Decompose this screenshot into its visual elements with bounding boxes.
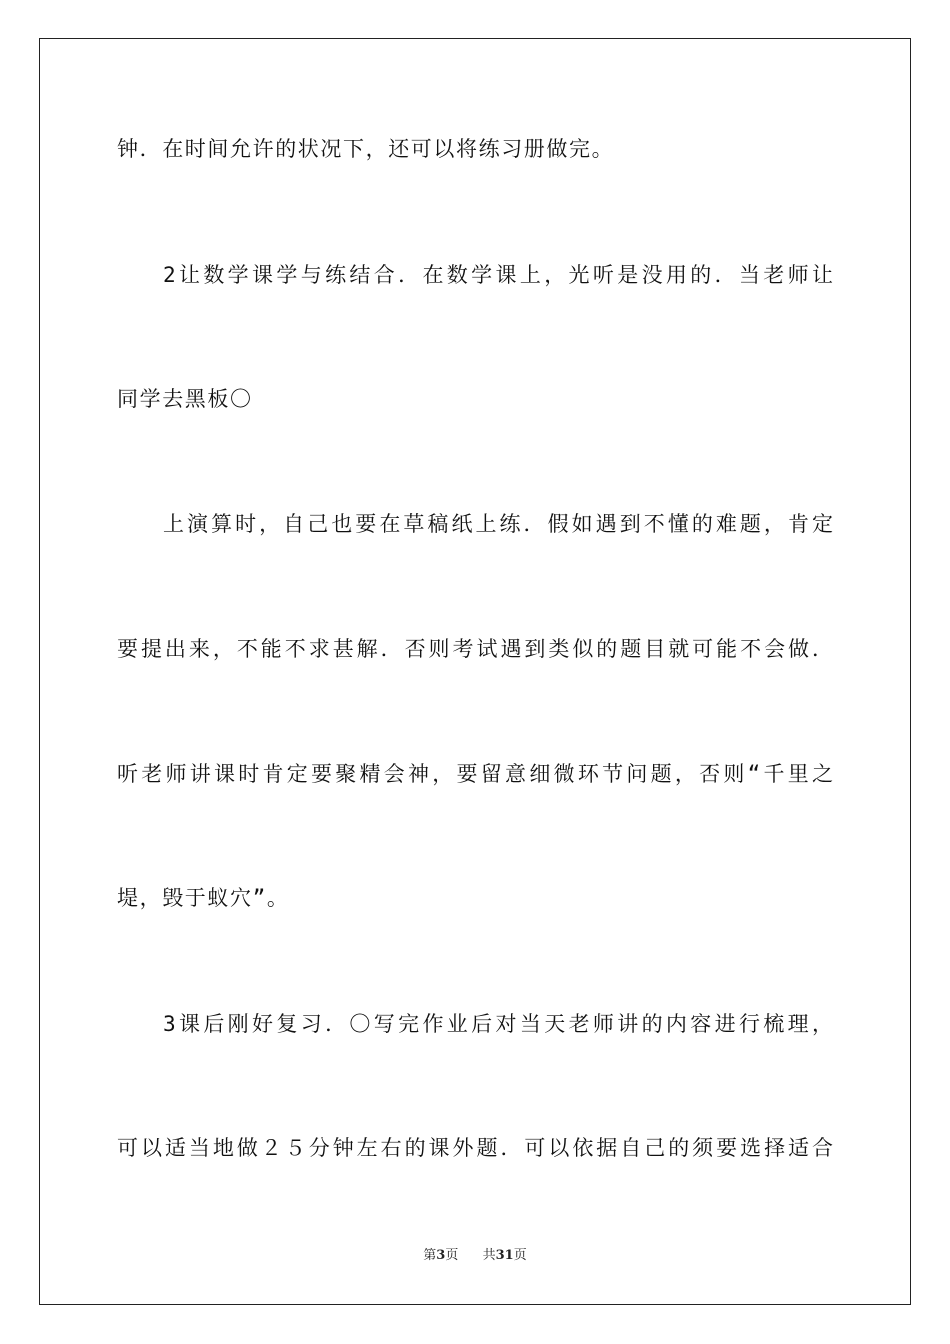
paragraph-line-9: 可以适当地做２５分钟左右的课外题．可以依据自己的须要选择适合 [117, 1136, 833, 1160]
paragraph-line-4: 上演算时，自己也要在草稿纸上练．假如遇到不懂的难题，肯定 [163, 512, 833, 536]
page-label-suffix: 页 [445, 1248, 459, 1263]
paragraph-line-3: 同学去黑板〇 [117, 387, 253, 411]
page-label-prefix: 第 [423, 1248, 437, 1263]
paragraph-line-7: 堤，毁于蚁穴”。 [117, 886, 290, 910]
paragraph-line-6: 听老师讲课时肯定要聚精会神，要留意细微环节问题，否则“千里之 [117, 762, 833, 786]
paragraph-line-5: 要提出来，不能不求甚解．否则考试遇到类似的题目就可能不会做． [117, 637, 833, 661]
page-border [39, 38, 911, 1305]
total-label-suffix: 页 [513, 1248, 527, 1263]
paragraph-line-1: 钟．在时间允许的状况下，还可以将练习册做完。 [117, 137, 615, 161]
paragraph-line-8: 3课后刚好复习．〇写完作业后对当天老师讲的内容进行梳理， [163, 1012, 833, 1036]
total-label-prefix: 共 [482, 1248, 496, 1263]
page-number: 3 [436, 1248, 446, 1263]
page-footer [0, 1247, 950, 1265]
total-pages: 31 [495, 1248, 514, 1263]
paragraph-line-2: 2让数学课学与练结合．在数学课上，光听是没用的．当老师让 [163, 263, 833, 287]
